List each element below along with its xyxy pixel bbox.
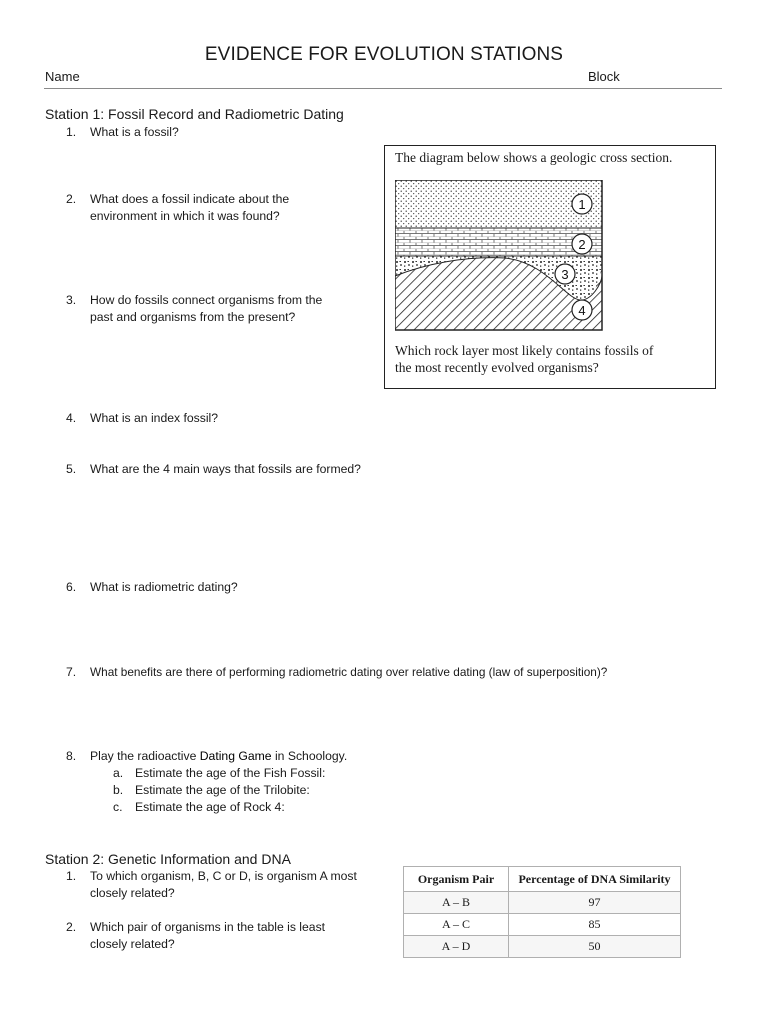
question-number: 2. (66, 192, 77, 206)
block-label: Block (588, 69, 620, 84)
diagram-intro: The diagram below shows a geologic cross section. (395, 150, 673, 165)
question-text: What is an index fossil? (90, 411, 219, 425)
dating-game-link[interactable]: Dating Game (199, 749, 272, 763)
dna-percentage-cell: 97 (509, 892, 681, 914)
question-text: What are the 4 main ways that fossils are formed? (90, 462, 361, 476)
rock-layer-2 (395, 228, 602, 256)
page-title: EVIDENCE FOR EVOLUTION STATIONS (204, 44, 564, 65)
station2-heading: Station 2: Genetic Information and DNA (45, 851, 291, 867)
header-rule (44, 88, 722, 89)
station1-heading: Station 1: Fossil Record and Radiometric Dating (45, 106, 344, 122)
question-number: 2. (66, 920, 77, 934)
layer-label: 4 (578, 303, 586, 318)
dna-similarity-table (403, 866, 681, 958)
question-number: 3. (66, 293, 77, 307)
layer-label: 2 (578, 237, 586, 252)
table-header-row (404, 867, 681, 892)
question-text: To which organism, B, C or D, is organism A most closely related? (90, 869, 357, 900)
sub-question: Estimate the age of the Fish Fossil: (135, 766, 326, 780)
table-row (404, 914, 681, 936)
question-text: Play the radioactive Dating Game in Schoology. (90, 749, 348, 763)
layer-label: 1 (578, 197, 586, 212)
question-number: 1. (66, 869, 77, 883)
question-number: 5. (66, 462, 77, 476)
table-row (404, 936, 681, 958)
layer-label: 3 (561, 267, 569, 282)
question-text: How do fossils connect organisms from the past and organisms from the present? (90, 293, 323, 324)
dna-percentage-cell: 50 (509, 936, 681, 958)
question-text: Which pair of organisms in the table is least closely related? (90, 920, 326, 951)
table-row (404, 892, 681, 914)
question-text: What is a fossil? (90, 125, 179, 139)
name-label: Name (45, 69, 80, 84)
question-number: 6. (66, 580, 77, 594)
question-number: 4. (66, 411, 77, 425)
organism-pair-cell: A – C (404, 914, 509, 936)
question-number: 1. (66, 125, 77, 139)
geologic-cross-section-box (384, 145, 716, 389)
column-header: Organism Pair (404, 867, 509, 892)
column-header: Percentage of DNA Similarity (509, 867, 681, 892)
question-text: What does a fossil indicate about the environment in which it was found? (90, 192, 290, 223)
question-number: 8. (66, 749, 77, 763)
diagram-question: Which rock layer most likely contains fossils of the most recently evolved organisms? (395, 343, 654, 375)
rock-layer-1 (395, 180, 602, 228)
sub-letter: b. (113, 783, 124, 797)
organism-pair-cell: A – D (404, 936, 509, 958)
cross-section-diagram (395, 180, 606, 332)
dna-percentage-cell: 85 (509, 914, 681, 936)
question-number: 7. (66, 665, 77, 679)
question-text: What is radiometric dating? (90, 580, 238, 594)
sub-question: Estimate the age of Rock 4: (135, 800, 285, 814)
sub-letter: c. (113, 800, 123, 814)
organism-pair-cell: A – B (404, 892, 509, 914)
sub-letter: a. (113, 766, 124, 780)
sub-question: Estimate the age of the Trilobite: (135, 783, 310, 797)
question-text: What benefits are there of performing radiometric dating over relative dating (law of superposition)? (90, 665, 608, 679)
